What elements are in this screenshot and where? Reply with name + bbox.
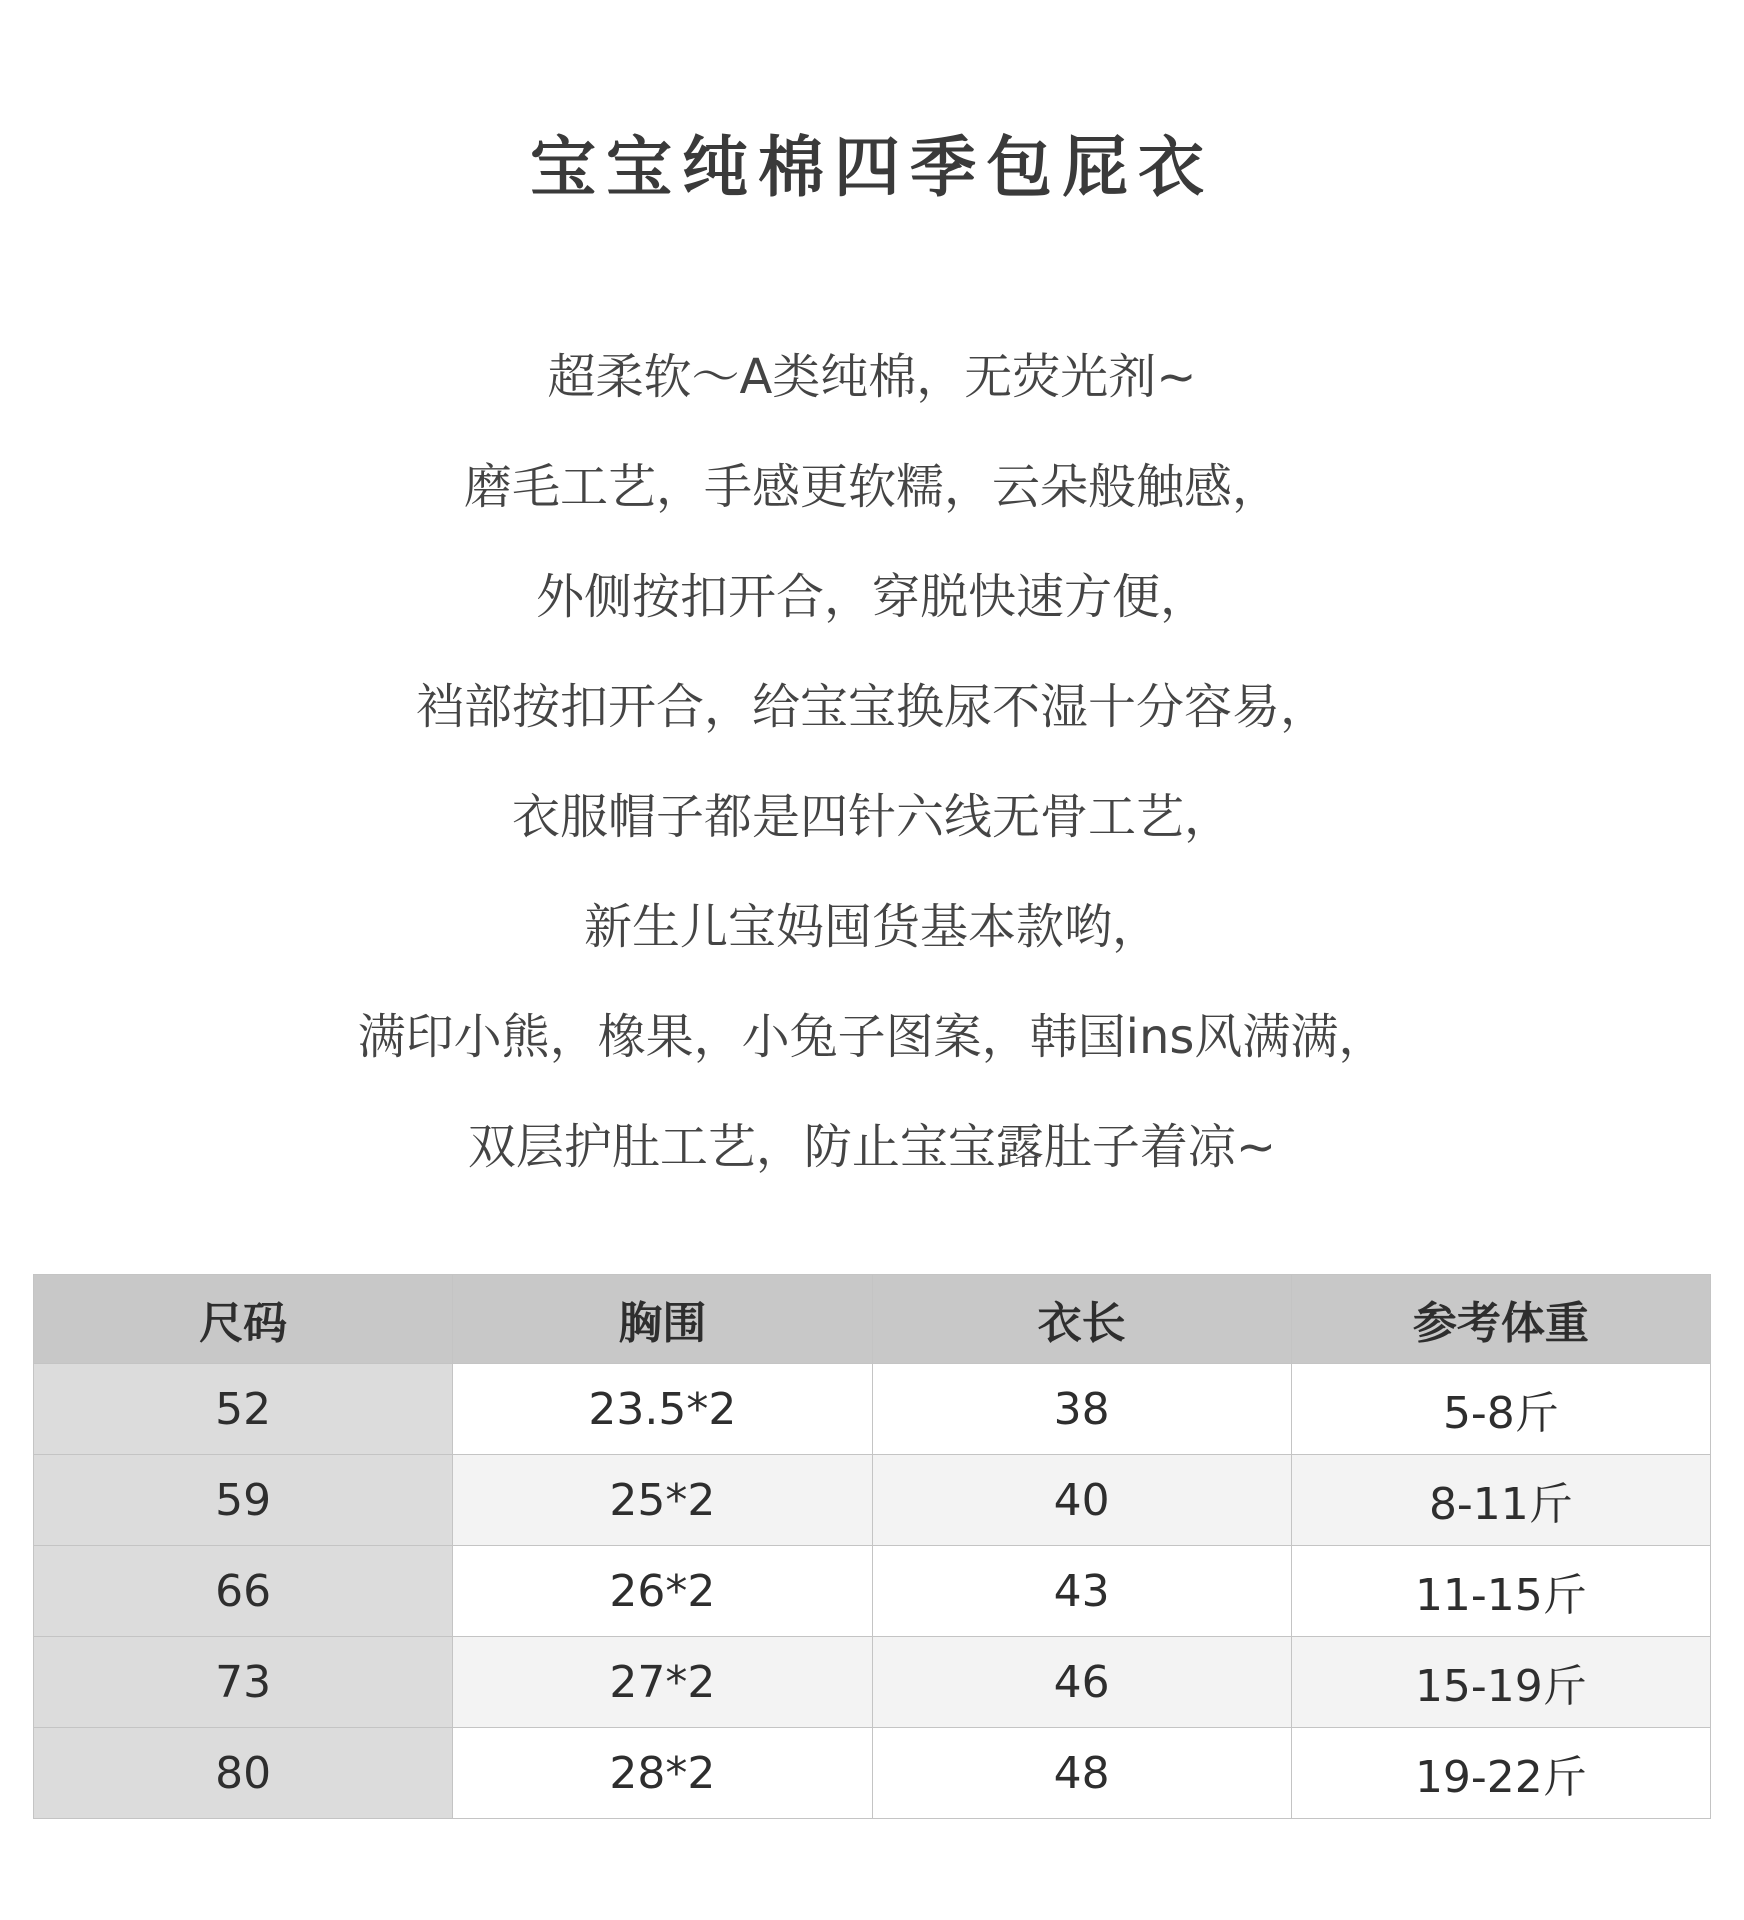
- cell-weight: 8-11斤: [1291, 1455, 1710, 1546]
- description-line: 新生儿宝妈囤货基本款哟，: [583, 899, 1160, 955]
- cell-length: 48: [872, 1728, 1291, 1819]
- description-line: 衣服帽子都是四针六线无骨工艺，: [511, 789, 1232, 845]
- product-description: [0, 322, 1744, 1202]
- table-row: [34, 1637, 1711, 1728]
- cell-weight: 5-8斤: [1291, 1364, 1710, 1455]
- table-header-row: [34, 1275, 1711, 1364]
- cell-length: 40: [872, 1455, 1291, 1546]
- cell-size: 73: [34, 1637, 453, 1728]
- cell-weight: 19-22斤: [1291, 1728, 1710, 1819]
- description-line: 满印小熊，橡果，小兔子图案，韩国ins风满满，: [357, 1009, 1387, 1065]
- cell-length: 46: [872, 1637, 1291, 1728]
- cell-chest: 25*2: [453, 1455, 872, 1546]
- table-row: [34, 1546, 1711, 1637]
- description-line: 磨毛工艺，手感更软糯，云朵般触感，: [463, 459, 1280, 515]
- description-line: 双层护肚工艺，防止宝宝露肚子着凉~: [467, 1119, 1277, 1175]
- cell-weight: 15-19斤: [1291, 1637, 1710, 1728]
- cell-chest: 28*2: [453, 1728, 872, 1819]
- cell-size: 80: [34, 1728, 453, 1819]
- column-header-length: 衣长: [872, 1275, 1291, 1364]
- cell-size: 59: [34, 1455, 453, 1546]
- table-row: [34, 1364, 1711, 1455]
- page-title: 宝宝纯棉四季包屁衣: [530, 129, 1214, 206]
- cell-size: 66: [34, 1546, 453, 1637]
- description-line: 超柔软～A类纯棉，无荧光剂~: [547, 349, 1197, 405]
- cell-chest: 27*2: [453, 1637, 872, 1728]
- table-row: [34, 1455, 1711, 1546]
- cell-weight: 11-15斤: [1291, 1546, 1710, 1637]
- cell-length: 38: [872, 1364, 1291, 1455]
- description-line: 裆部按扣开合，给宝宝换尿不湿十分容易，: [415, 679, 1328, 735]
- column-header-weight: 参考体重: [1291, 1275, 1710, 1364]
- column-header-size: 尺码: [34, 1275, 453, 1364]
- column-header-chest: 胸围: [453, 1275, 872, 1364]
- cell-size: 52: [34, 1364, 453, 1455]
- cell-length: 43: [872, 1546, 1291, 1637]
- cell-chest: 26*2: [453, 1546, 872, 1637]
- description-line: 外侧按扣开合，穿脱快速方便，: [535, 569, 1208, 625]
- size-table: [33, 1274, 1711, 1819]
- table-row: [34, 1728, 1711, 1819]
- cell-chest: 23.5*2: [453, 1364, 872, 1455]
